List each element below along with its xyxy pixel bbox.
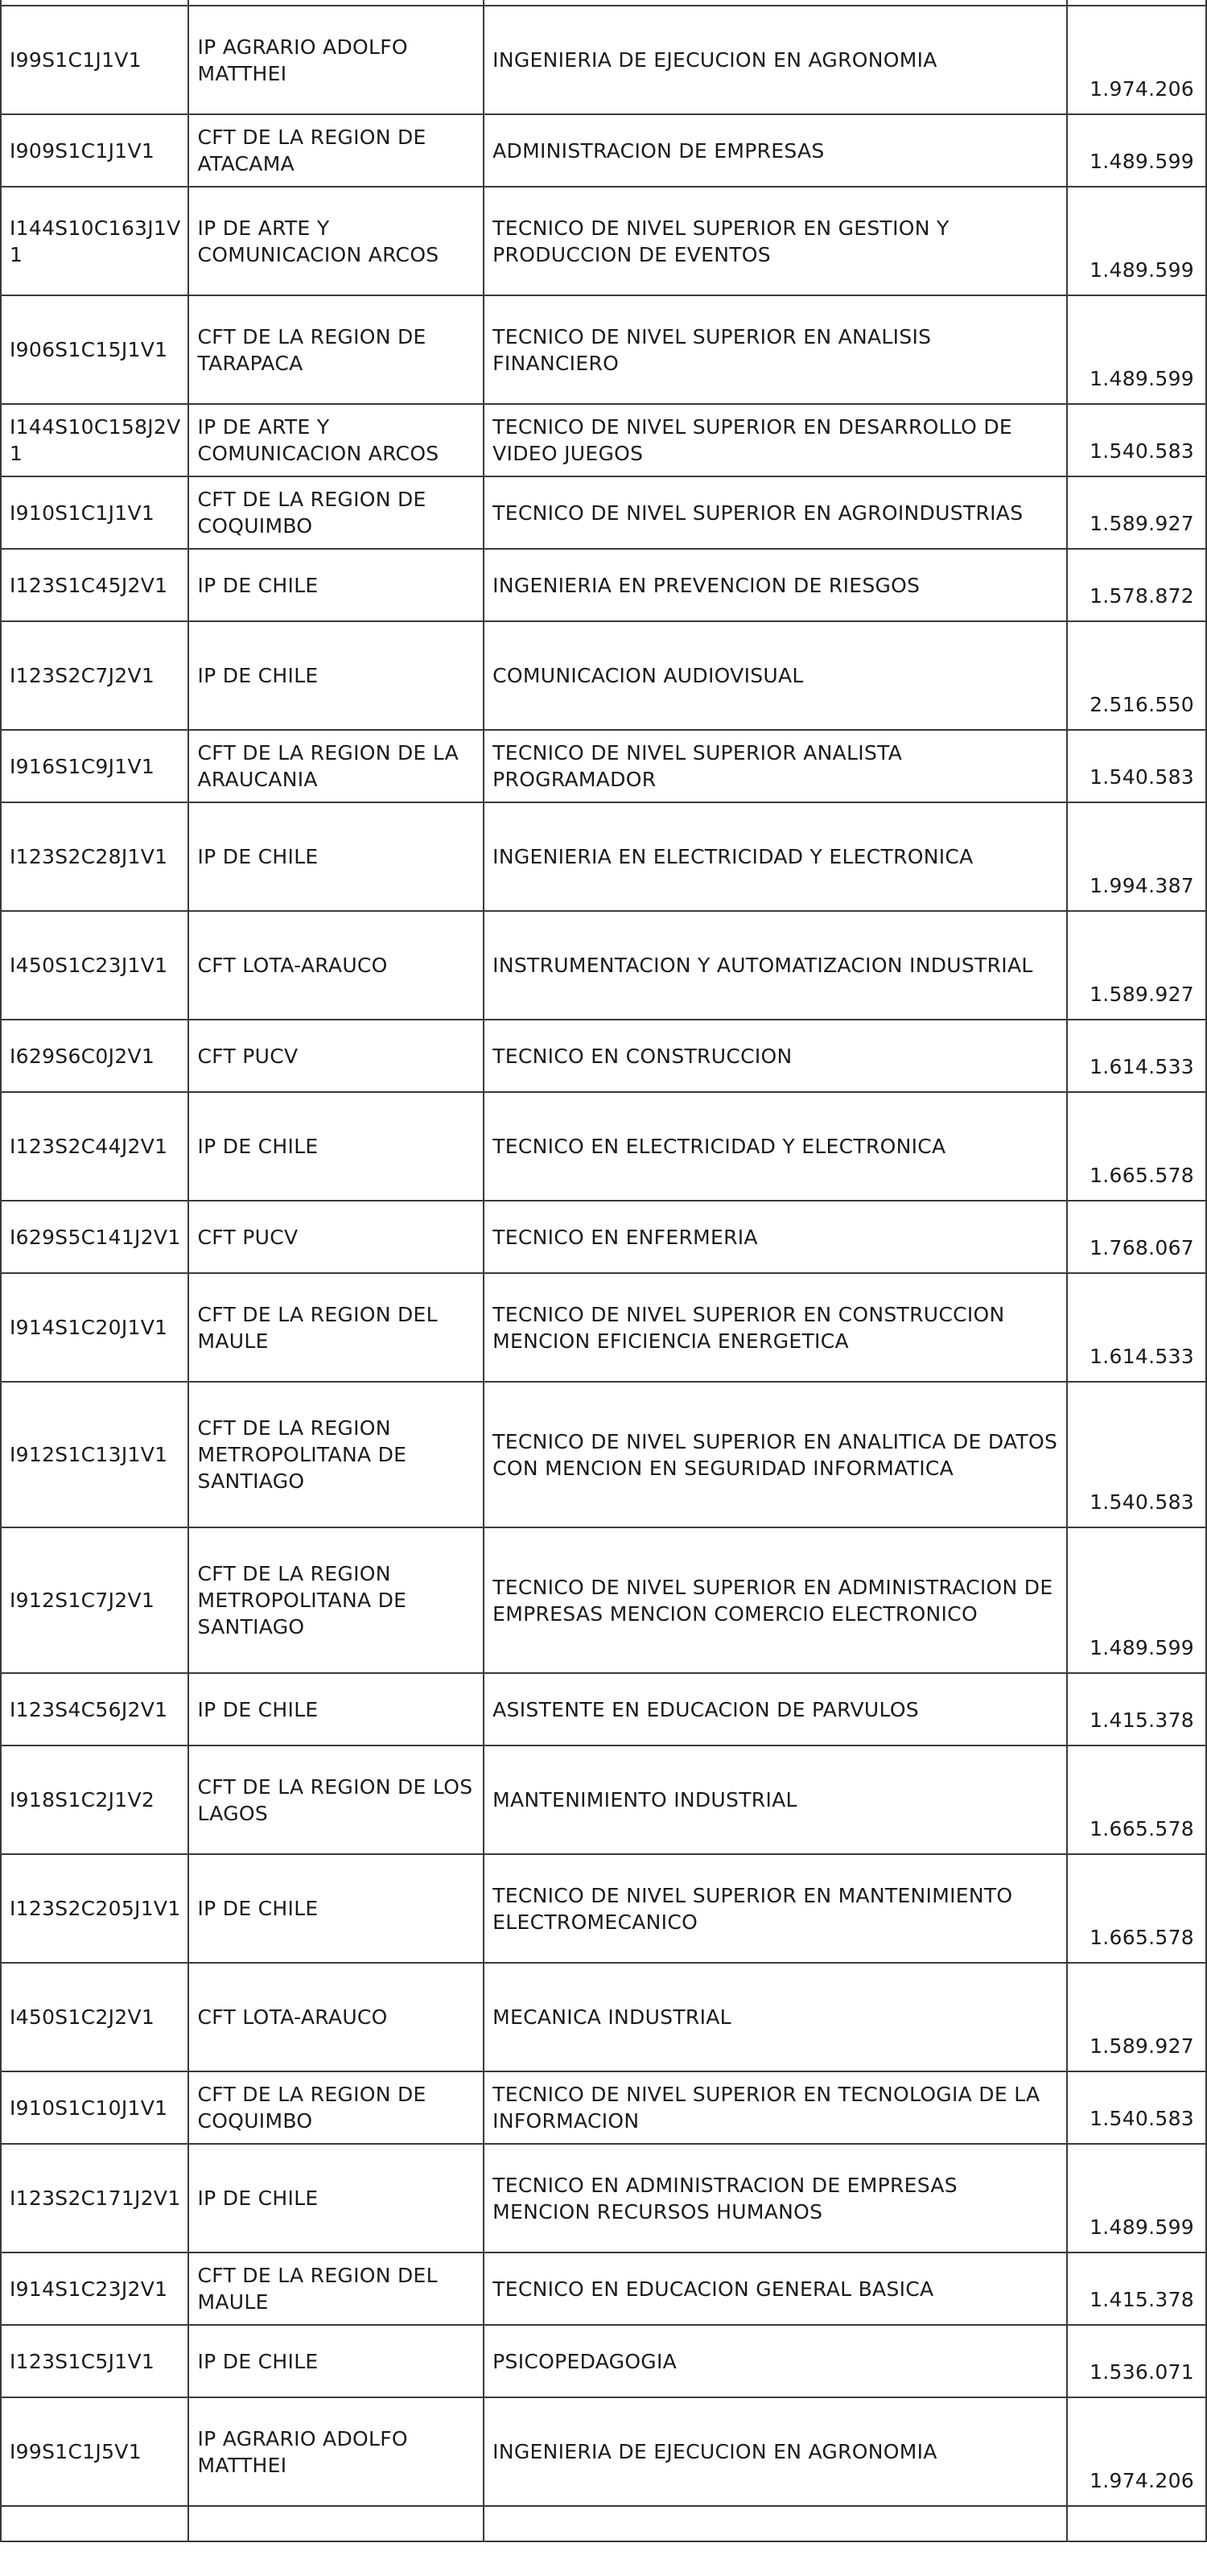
table-row (1, 2252, 1206, 2325)
table-row (1, 2325, 1206, 2397)
institution-cell: IP DE CHILE (188, 802, 484, 911)
program-cell: TECNICO DE NIVEL SUPERIOR EN MANTENIMIENTO ELECTROMECANICO (484, 1854, 1067, 1963)
amount-cell: 1.540.583 (1067, 404, 1206, 476)
table-row (1, 295, 1206, 404)
institution-cell: IP DE CHILE (188, 2144, 484, 2252)
institution-cell: CFT PUCV (188, 1201, 484, 1273)
code-cell: I909S1C1J1V1 (1, 114, 188, 187)
code-cell: I123S1C45J2V1 (1, 549, 188, 621)
program-cell: INGENIERIA DE EJECUCION EN AGRONOMIA (484, 2397, 1067, 2506)
amount-cell: 1.974.206 (1067, 2397, 1206, 2506)
institution-cell: IP AGRARIO ADOLFO MATTHEI (188, 6, 484, 114)
amount-cell: 1.589.927 (1067, 476, 1206, 549)
amount-cell: 1.665.578 (1067, 1854, 1206, 1963)
amount-cell: 1.974.206 (1067, 6, 1206, 114)
code-cell: I123S2C44J2V1 (1, 1092, 188, 1201)
code-cell: I912S1C7J2V1 (1, 1527, 188, 1673)
table-row (1, 1382, 1206, 1527)
amount-cell: 1.540.583 (1067, 730, 1206, 802)
empty-cell (1, 2506, 188, 2541)
code-cell: I914S1C20J1V1 (1, 1273, 188, 1382)
program-cell: ADMINISTRACION DE EMPRESAS (484, 114, 1067, 187)
program-cell: TECNICO DE NIVEL SUPERIOR EN GESTION Y PRODUCCION DE EVENTOS (484, 187, 1067, 295)
institution-cell: CFT DE LA REGION DEL MAULE (188, 1273, 484, 1382)
code-cell: I912S1C13J1V1 (1, 1382, 188, 1527)
code-cell: I123S2C28J1V1 (1, 802, 188, 911)
amount-cell: 1.415.378 (1067, 2252, 1206, 2325)
code-cell: I144S10C158J2V1 (1, 404, 188, 476)
table-row (1, 549, 1206, 621)
program-cell: MECANICA INDUSTRIAL (484, 1963, 1067, 2071)
code-cell: I910S1C1J1V1 (1, 476, 188, 549)
amount-cell: 1.415.378 (1067, 1673, 1206, 1745)
amount-cell: 1.665.578 (1067, 1092, 1206, 1201)
institution-cell: IP DE CHILE (188, 1673, 484, 1745)
code-cell: I629S5C141J2V1 (1, 1201, 188, 1273)
institution-cell: CFT DE LA REGION DE COQUIMBO (188, 2071, 484, 2144)
table-row (1, 1020, 1206, 1092)
table-row (1, 1673, 1206, 1745)
table-row (1, 6, 1206, 114)
table-row (1, 621, 1206, 730)
table-row (1, 404, 1206, 476)
program-cell: TECNICO EN ELECTRICIDAD Y ELECTRONICA (484, 1092, 1067, 1201)
program-cell: MANTENIMIENTO INDUSTRIAL (484, 1745, 1067, 1854)
program-cell: INGENIERIA EN PREVENCION DE RIESGOS (484, 549, 1067, 621)
code-cell: I123S4C56J2V1 (1, 1673, 188, 1745)
code-cell: I918S1C2J1V2 (1, 1745, 188, 1854)
institution-cell: CFT DE LA REGION DE TARAPACA (188, 295, 484, 404)
institution-cell: CFT LOTA-ARAUCO (188, 1963, 484, 2071)
empty-cell (1067, 2506, 1206, 2541)
amount-cell: 1.665.578 (1067, 1745, 1206, 1854)
program-cell: TECNICO EN EDUCACION GENERAL BASICA (484, 2252, 1067, 2325)
institution-cell: IP DE ARTE Y COMUNICACION ARCOS (188, 404, 484, 476)
table-row-continued (1, 2506, 1206, 2541)
table-row (1, 1201, 1206, 1273)
table-row (1, 2397, 1206, 2506)
program-cell: PSICOPEDAGOGIA (484, 2325, 1067, 2397)
institution-cell: CFT DE LA REGION METROPOLITANA DE SANTIAGO (188, 1527, 484, 1673)
code-cell: I123S2C7J2V1 (1, 621, 188, 730)
institution-cell: CFT LOTA-ARAUCO (188, 911, 484, 1020)
institution-cell: CFT PUCV (188, 1020, 484, 1092)
institution-cell: IP DE CHILE (188, 549, 484, 621)
amount-cell: 1.489.599 (1067, 295, 1206, 404)
program-cell: TECNICO DE NIVEL SUPERIOR ANALISTA PROGRAMADOR (484, 730, 1067, 802)
amount-cell: 1.489.599 (1067, 114, 1206, 187)
program-cell: INSTRUMENTACION Y AUTOMATIZACION INDUSTRIAL (484, 911, 1067, 1020)
careers-table-body (1, 0, 1206, 2541)
amount-cell: 1.489.599 (1067, 2144, 1206, 2252)
program-cell: INGENIERIA DE EJECUCION EN AGRONOMIA (484, 6, 1067, 114)
table-row (1, 476, 1206, 549)
code-cell: I914S1C23J2V1 (1, 2252, 188, 2325)
empty-cell (484, 2506, 1067, 2541)
table-row-continued (1, 0, 1206, 6)
code-cell: I123S2C205J1V1 (1, 1854, 188, 1963)
program-cell: TECNICO DE NIVEL SUPERIOR EN ANALISIS FINANCIERO (484, 295, 1067, 404)
amount-cell: 1.614.533 (1067, 1020, 1206, 1092)
program-cell: TECNICO DE NIVEL SUPERIOR EN AGROINDUSTRIAS (484, 476, 1067, 549)
code-cell: I629S6C0J2V1 (1, 1020, 188, 1092)
amount-cell: 1.578.872 (1067, 549, 1206, 621)
code-cell: I450S1C2J2V1 (1, 1963, 188, 2071)
amount-cell: 1.540.583 (1067, 2071, 1206, 2144)
institution-cell: IP DE CHILE (188, 1092, 484, 1201)
code-cell: I99S1C1J5V1 (1, 2397, 188, 2506)
table-row (1, 114, 1206, 187)
code-cell: I916S1C9J1V1 (1, 730, 188, 802)
table-row (1, 1745, 1206, 1854)
amount-cell: 1.589.927 (1067, 1963, 1206, 2071)
amount-cell: 1.589.927 (1067, 911, 1206, 1020)
table-row (1, 2071, 1206, 2144)
institution-cell: IP DE ARTE Y COMUNICACION ARCOS (188, 187, 484, 295)
amount-cell: 1.489.599 (1067, 187, 1206, 295)
program-cell: ASISTENTE EN EDUCACION DE PARVULOS (484, 1673, 1067, 1745)
program-cell (484, 0, 1067, 6)
code-cell: I99S1C1J1V1 (1, 6, 188, 114)
table-row (1, 2144, 1206, 2252)
institution-cell: CFT DE LA REGION DE LOS LAGOS (188, 1745, 484, 1854)
code-cell: I910S1C10J1V1 (1, 2071, 188, 2144)
empty-cell (188, 2506, 484, 2541)
amount-cell: 2.516.550 (1067, 621, 1206, 730)
program-cell: TECNICO DE NIVEL SUPERIOR EN ADMINISTRACION DE EMPRESAS MENCION COMERCIO ELECTRONICO (484, 1527, 1067, 1673)
table-row (1, 730, 1206, 802)
amount-cell: 1.768.067 (1067, 1201, 1206, 1273)
table-row (1, 1527, 1206, 1673)
institution-cell (188, 0, 484, 6)
table-row (1, 1273, 1206, 1382)
program-cell: TECNICO DE NIVEL SUPERIOR EN TECNOLOGIA DE LA INFORMACION (484, 2071, 1067, 2144)
amount-cell: 1.536.071 (1067, 2325, 1206, 2397)
table-row (1, 1092, 1206, 1201)
code-cell: I123S2C171J2V1 (1, 2144, 188, 2252)
program-cell: TECNICO EN ADMINISTRACION DE EMPRESAS MENCION RECURSOS HUMANOS (484, 2144, 1067, 2252)
institution-cell: IP DE CHILE (188, 2325, 484, 2397)
institution-cell: IP DE CHILE (188, 1854, 484, 1963)
table-row (1, 911, 1206, 1020)
table-row (1, 187, 1206, 295)
amount-cell: 1.614.533 (1067, 1273, 1206, 1382)
program-cell: TECNICO DE NIVEL SUPERIOR EN DESARROLLO DE VIDEO JUEGOS (484, 404, 1067, 476)
table-row (1, 1854, 1206, 1963)
program-cell: TECNICO EN ENFERMERIA (484, 1201, 1067, 1273)
institution-cell: CFT DE LA REGION DE COQUIMBO (188, 476, 484, 549)
program-cell: INGENIERIA EN ELECTRICIDAD Y ELECTRONICA (484, 802, 1067, 911)
table-row (1, 802, 1206, 911)
code-cell (1, 0, 188, 6)
amount-cell: 1.994.387 (1067, 802, 1206, 911)
institution-cell: CFT DE LA REGION DE LA ARAUCANIA (188, 730, 484, 802)
institution-cell: CFT DE LA REGION METROPOLITANA DE SANTIAGO (188, 1382, 484, 1527)
institution-cell: CFT DE LA REGION DEL MAULE (188, 2252, 484, 2325)
code-cell: I450S1C23J1V1 (1, 911, 188, 1020)
institution-cell: CFT DE LA REGION DE ATACAMA (188, 114, 484, 187)
program-cell: TECNICO DE NIVEL SUPERIOR EN ANALITICA DE DATOS CON MENCION EN SEGURIDAD INFORMATICA (484, 1382, 1067, 1527)
program-cell: TECNICO DE NIVEL SUPERIOR EN CONSTRUCCION MENCION EFICIENCIA ENERGETICA (484, 1273, 1067, 1382)
code-cell: I906S1C15J1V1 (1, 295, 188, 404)
amount-cell (1067, 0, 1206, 6)
program-cell: COMUNICACION AUDIOVISUAL (484, 621, 1067, 730)
code-cell: I144S10C163J1V1 (1, 187, 188, 295)
table-row (1, 1963, 1206, 2071)
code-cell: I123S1C5J1V1 (1, 2325, 188, 2397)
institution-cell: IP AGRARIO ADOLFO MATTHEI (188, 2397, 484, 2506)
amount-cell: 1.489.599 (1067, 1527, 1206, 1673)
program-cell: TECNICO EN CONSTRUCCION (484, 1020, 1067, 1092)
institution-cell: IP DE CHILE (188, 621, 484, 730)
amount-cell: 1.540.583 (1067, 1382, 1206, 1527)
